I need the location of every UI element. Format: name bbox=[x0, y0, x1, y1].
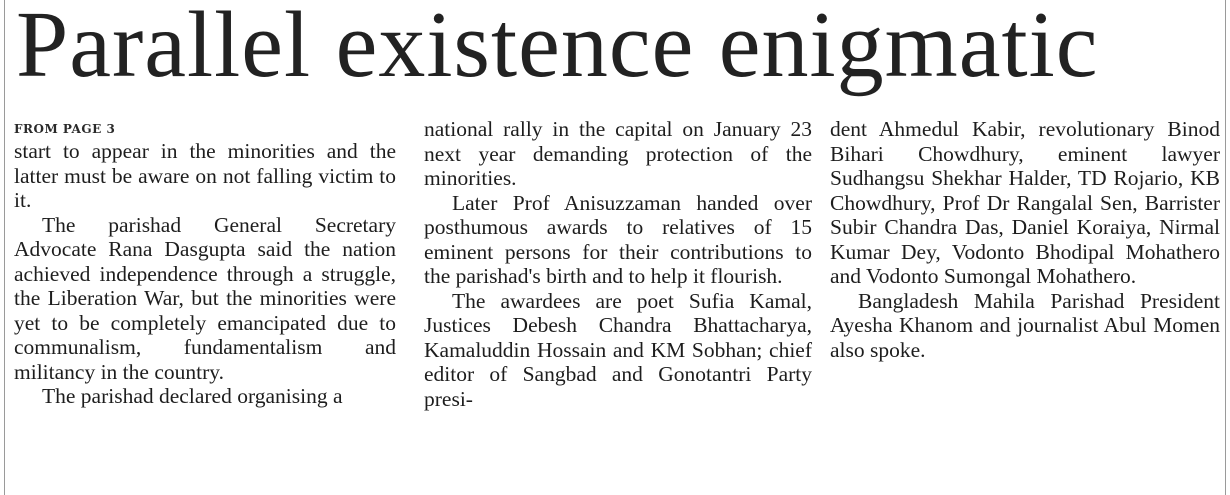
headline: Parallel existence enigmatic bbox=[16, 0, 1099, 97]
article-column-1 bbox=[14, 121, 396, 409]
article-column-2 bbox=[424, 117, 812, 411]
paragraph: dent Ahmedul Kabir, revolutionary Binod Bihari Chowdhury, eminent lawyer Sudhangsu Shekhar Halder, TD Rojario, KB Chowdhury, Prof Dr Rangalal Sen, Barrister Subir Chandra Das, Daniel Koraiya, Nirmal Kumar Dey, Vodonto Bhodipal Mohathero and Vodonto Sumongal Mohathero. bbox=[830, 117, 1220, 288]
paragraph: national rally in the capital on January 23 next year demanding protection of the minorities. bbox=[424, 117, 812, 190]
right-column-rule bbox=[1225, 0, 1226, 495]
paragraph: The parishad General Secretary Advocate Rana Dasgupta said the nation achieved independence through a struggle, the Liberation War, but the minorities were yet to be completely emancipated due to communalism, fundamentalism and militancy in the country. bbox=[14, 212, 396, 384]
paragraph: Bangladesh Mahila Parishad President Ayesha Khanom and journalist Abul Momen also spoke. bbox=[830, 288, 1220, 362]
article-column-3 bbox=[830, 117, 1220, 362]
continuation-kicker: FROM PAGE 3 bbox=[14, 122, 116, 136]
left-column-rule bbox=[4, 0, 5, 495]
paragraph: The awardees are poet Sufia Kamal, Justices Debesh Chandra Bhattacharya, Kamaluddin Hossain and KM Sobhan; chief editor of Sangbad and Gonotantri Party presi- bbox=[424, 288, 812, 411]
paragraph: Later Prof Anisuzzaman handed over posthumous awards to relatives of 15 eminent persons for their contributions to the parishad's birth and to help it flourish. bbox=[424, 190, 812, 288]
paragraph: The parishad declared organising a bbox=[42, 384, 343, 408]
paragraph: start to appear in the minorities and the latter must be aware on not falling victim to it. bbox=[14, 139, 396, 212]
